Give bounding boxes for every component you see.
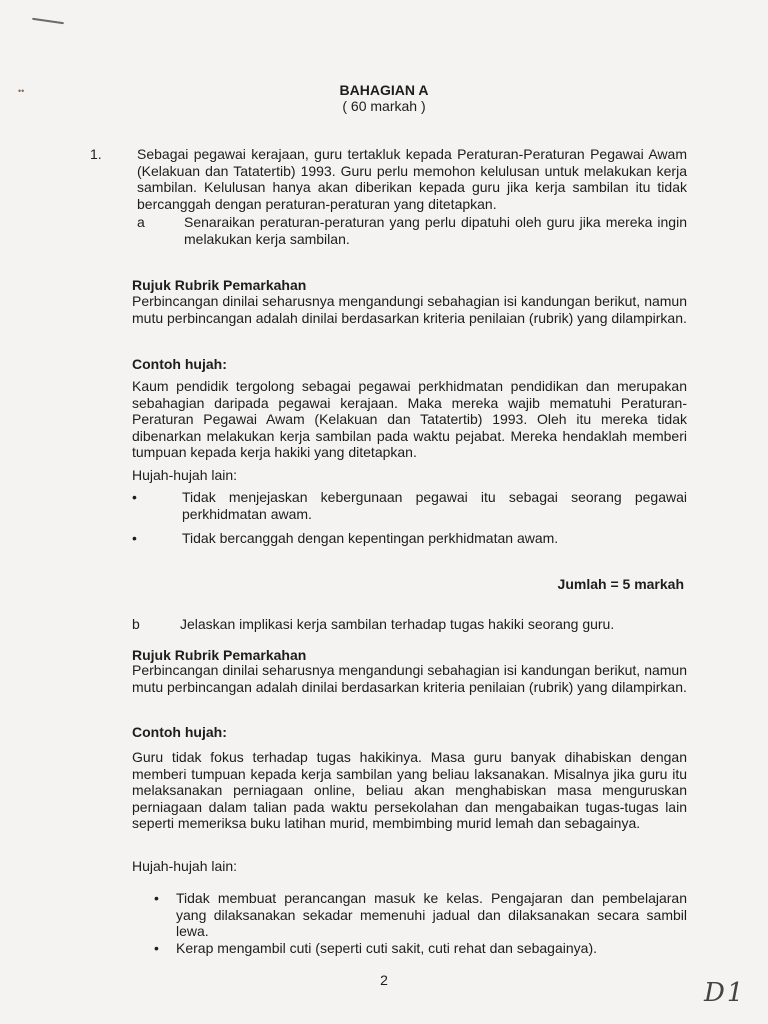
part-a-example-text: Kaum pendidik tergolong sebagai pegawai perkhidmatan pendidikan dan merupakan sebahagian daripada pegawai kerajaan. Maka mereka wajib mematuhi Peraturan-Peraturan Pegawai Awam (Kelakuan dan Tatatertib) 1993. Oleh itu mereka tidak dibenarkan melakukan kerja sambilan pada waktu pejabat. Mereka hendaklah memberi tumpuan kepada kerja hakiki yang ditetapkan. [132, 378, 687, 460]
part-b-rubric-heading: Rujuk Rubrik Pemarkahan [132, 647, 307, 663]
handwritten-mark: D1 [704, 978, 746, 1008]
part-b-other-heading: Hujah-hujah lain: [132, 858, 238, 874]
part-a-question: Senaraikan peraturan-peraturan yang perlu dipatuhi oleh guru jika mereka ingin melakukan kerja sambilan. [184, 214, 687, 247]
part-b-label: b [132, 616, 140, 632]
part-b-rubric-text: Perbincangan dinilai seharusnya mengandungi sebahagian isi kandungan berikut, namun mutu perbincangan adalah dinilai berdasarkan kriteria penilaian (rubrik) yang dilampirkan. [132, 662, 687, 695]
part-a-example-heading: Contoh hujah: [132, 356, 227, 372]
bullet-icon: • [154, 940, 159, 956]
part-a-other-heading: Hujah-hujah lain: [132, 467, 238, 483]
part-a-label: a [137, 214, 145, 230]
pen-stroke-mark [32, 18, 64, 24]
bullet-icon: • [154, 890, 159, 906]
part-b-question: Jelaskan implikasi kerja sambilan terhadap tugas hakiki seorang guru. [180, 616, 615, 632]
part-b-bullet-1: Tidak membuat perancangan masuk ke kelas. Pengajaran dan pembelajaran yang dilaksanakan sekadar memenuhi jadual dan dilaksanakan secara sambil lewa. [176, 890, 687, 939]
part-b-example-text: Guru tidak fokus terhadap tugas hakikinya. Masa guru banyak dihabiskan dengan memberi tumpuan kepada kerja sambilan yang beliau laksanakan. Misalnya jika guru itu melaksanakan perniagaan online, beliau akan menghabiskan masa menguruskan perniagaan dalam talian pada waktu persekolahan dan mengabaikan tugas-tugas lain seperti memeriksa buku latihan murid, membimbing murid lemah dan sebagainya. [132, 749, 687, 831]
question-number: 1. [90, 146, 102, 162]
section-title: BAHAGIAN A [339, 82, 429, 98]
section-marks: ( 60 markah ) [342, 98, 426, 114]
scan-speck: •• [18, 86, 25, 96]
page-number: 2 [380, 972, 388, 988]
bullet-icon: • [132, 530, 137, 546]
question-stem: Sebagai pegawai kerajaan, guru tertakluk kepada Peraturan-Peraturan Pegawai Awam (Kelakuan dan Tatatertib) 1993. Guru perlu memohon kelulusan untuk melakukan kerja sambilan. Kelulusan hanya akan diberikan kepada guru jika kerja sambilan itu tidak bercanggah dengan peraturan-peraturan yang ditetapkan. [137, 146, 687, 212]
part-a-rubric-text: Perbincangan dinilai seharusnya mengandungi sebahagian isi kandungan berikut, namun mutu perbincangan adalah dinilai berdasarkan kriteria penilaian (rubrik) yang dilampirkan. [132, 293, 687, 326]
part-b-example-heading: Contoh hujah: [132, 724, 227, 740]
part-a-rubric-heading: Rujuk Rubrik Pemarkahan [132, 277, 307, 293]
bullet-icon: • [132, 489, 137, 505]
part-b-bullet-2: Kerap mengambil cuti (seperti cuti sakit, cuti rehat dan sebagainya). [176, 940, 597, 956]
part-a-total: Jumlah = 5 markah [557, 576, 684, 592]
part-a-bullet-1: Tidak menjejaskan kebergunaan pegawai itu sebagai seorang pegawai perkhidmatan awam. [182, 489, 687, 522]
part-a-bullet-2: Tidak bercanggah dengan kepentingan perkhidmatan awam. [182, 530, 559, 546]
